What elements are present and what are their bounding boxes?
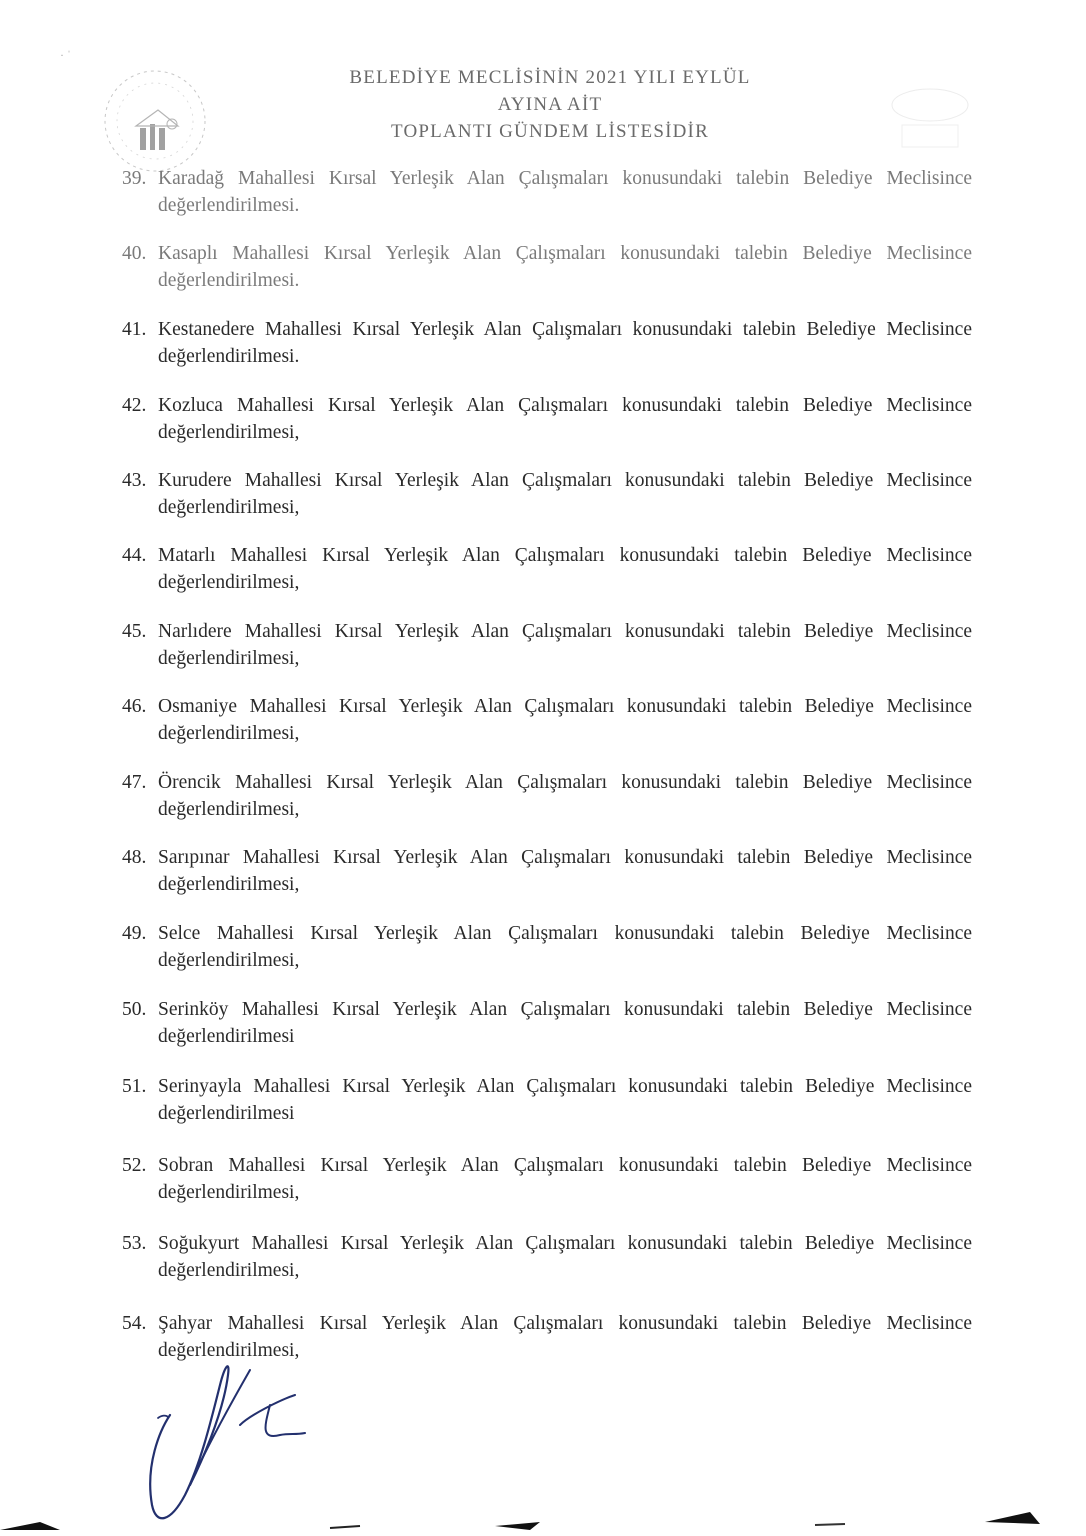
agenda-item-number: 42. bbox=[122, 395, 147, 416]
agenda-item-number: 39. bbox=[122, 168, 147, 189]
agenda-item bbox=[122, 920, 972, 974]
agenda-item-text: Kasaplı Mahallesi Kırsal Yerleşik Alan Çalışmaları konusundaki talebin Belediye Meclisince değerlendirilmesi. bbox=[158, 243, 972, 291]
scan-speck: · ˈ bbox=[60, 48, 71, 62]
agenda-item-number: 53. bbox=[122, 1233, 147, 1254]
document-header bbox=[300, 64, 800, 145]
agenda-item-number: 51. bbox=[122, 1076, 147, 1097]
agenda-item-text: Soğukyurt Mahallesi Kırsal Yerleşik Alan Çalışmaları konusundaki talebin Belediye Meclisince değerlendirilmesi, bbox=[158, 1233, 972, 1281]
agenda-item-number: 52. bbox=[122, 1155, 147, 1176]
agenda-item bbox=[122, 769, 972, 823]
agenda-item bbox=[122, 542, 972, 596]
agenda-item-number: 48. bbox=[122, 847, 147, 868]
agenda-item-number: 40. bbox=[122, 243, 147, 264]
agenda-item-text: Karadağ Mahallesi Kırsal Yerleşik Alan Çalışmaları konusundaki talebin Belediye Meclisince değerlendirilmesi. bbox=[158, 168, 972, 216]
agenda-item-number: 54. bbox=[122, 1313, 147, 1334]
faint-stamp-icon bbox=[880, 80, 980, 160]
agenda-item bbox=[122, 240, 972, 294]
agenda-item-text: Kestanedere Mahallesi Kırsal Yerleşik Alan Çalışmaları konusundaki talebin Belediye Meclisince değerlendirilmesi. bbox=[158, 319, 972, 367]
agenda-item-number: 43. bbox=[122, 470, 147, 491]
agenda-item bbox=[122, 618, 972, 672]
agenda-item bbox=[122, 1152, 972, 1206]
agenda-item-text: Narlıdere Mahallesi Kırsal Yerleşik Alan Çalışmaları konusundaki talebin Belediye Meclisince değerlendirilmesi, bbox=[158, 621, 972, 669]
agenda-item-text: Sarıpınar Mahallesi Kırsal Yerleşik Alan Çalışmaları konusundaki talebin Belediye Meclisince değerlendirilmesi, bbox=[158, 847, 972, 895]
agenda-item bbox=[122, 467, 972, 521]
agenda-item-text: Kozluca Mahallesi Kırsal Yerleşik Alan Çalışmaları konusundaki talebin Belediye Meclisince değerlendirilmesi, bbox=[158, 395, 972, 443]
handwritten-signature-icon bbox=[130, 1355, 320, 1530]
agenda-item-text: Şahyar Mahallesi Kırsal Yerleşik Alan Çalışmaları konusundaki talebin Belediye Meclisince değerlendirilmesi, bbox=[158, 1313, 972, 1361]
agenda-item bbox=[122, 996, 972, 1050]
agenda-item-number: 49. bbox=[122, 923, 147, 944]
agenda-item-text: Matarlı Mahallesi Kırsal Yerleşik Alan Çalışmaları konusundaki talebin Belediye Meclisince değerlendirilmesi, bbox=[158, 545, 972, 593]
agenda-item-number: 41. bbox=[122, 319, 147, 340]
agenda-item bbox=[122, 392, 972, 446]
agenda-item-text: Osmaniye Mahallesi Kırsal Yerleşik Alan Çalışmaları konusundaki talebin Belediye Meclisince değerlendirilmesi, bbox=[158, 696, 972, 744]
header-line-3: TOPLANTI GÜNDEM LİSTESİDİR bbox=[391, 121, 709, 142]
header-line-2: AYINA AİT bbox=[497, 94, 603, 115]
agenda-item bbox=[122, 844, 972, 898]
agenda-item-text: Kurudere Mahallesi Kırsal Yerleşik Alan Çalışmaları konusundaki talebin Belediye Meclisince değerlendirilmesi, bbox=[158, 470, 972, 518]
agenda-item-text: Serinyayla Mahallesi Kırsal Yerleşik Alan Çalışmaları konusundaki talebin Belediye Meclisince değerlendirilmesi bbox=[158, 1076, 972, 1124]
municipality-seal-icon bbox=[100, 66, 210, 176]
agenda-item-text: Sobran Mahallesi Kırsal Yerleşik Alan Çalışmaları konusundaki talebin Belediye Meclisince değerlendirilmesi, bbox=[158, 1155, 972, 1203]
agenda-item-number: 47. bbox=[122, 772, 147, 793]
agenda-item-number: 44. bbox=[122, 545, 147, 566]
agenda-item-number: 50. bbox=[122, 999, 147, 1020]
agenda-item bbox=[122, 693, 972, 747]
agenda-item-text: Örencik Mahallesi Kırsal Yerleşik Alan Çalışmaları konusundaki talebin Belediye Meclisince değerlendirilmesi, bbox=[158, 772, 972, 820]
agenda-item bbox=[122, 316, 972, 370]
agenda-item bbox=[122, 165, 972, 219]
agenda-item-text: Serinköy Mahallesi Kırsal Yerleşik Alan Çalışmaları konusundaki talebin Belediye Meclisince değerlendirilmesi bbox=[158, 999, 972, 1047]
agenda-item bbox=[122, 1230, 972, 1284]
agenda-item bbox=[122, 1073, 972, 1127]
agenda-item-text: Selce Mahallesi Kırsal Yerleşik Alan Çalışmaları konusundaki talebin Belediye Meclisince değerlendirilmesi, bbox=[158, 923, 972, 971]
header-line-1: BELEDİYE MECLİSİNİN 2021 YILI EYLÜL bbox=[349, 67, 751, 88]
agenda-item-number: 45. bbox=[122, 621, 147, 642]
agenda-item-number: 46. bbox=[122, 696, 147, 717]
